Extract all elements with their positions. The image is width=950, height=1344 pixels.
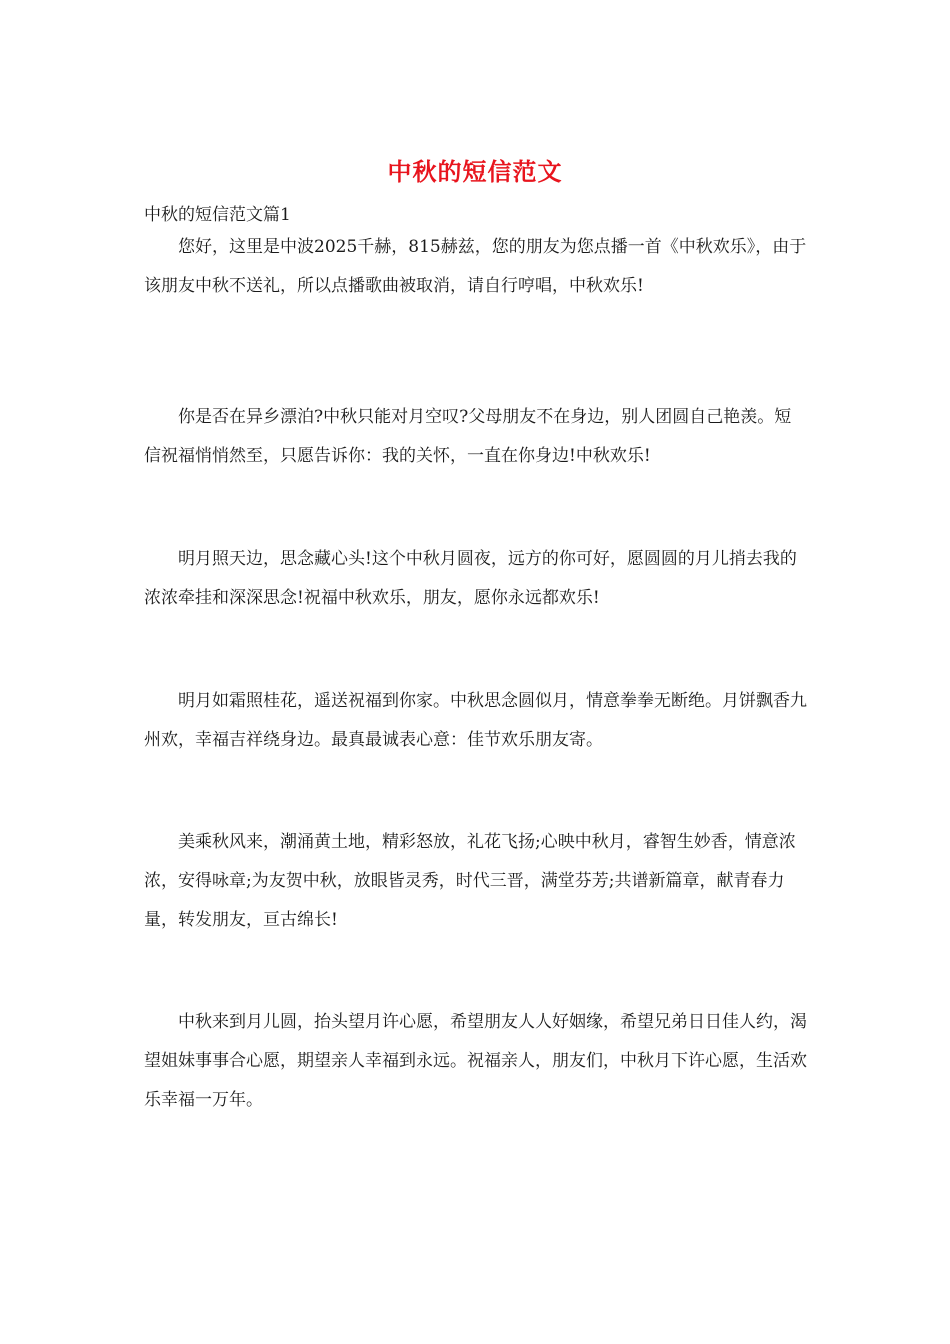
section-heading: 中秋的短信范文篇1 bbox=[144, 205, 291, 225]
document-title: 中秋的短信范文 bbox=[387, 157, 563, 186]
paragraph-3: 明月照天边，思念藏心头!这个中秋月圆夜，远方的你可好，愿圆圆的月儿捎去我的浓浓牵挂和深深思念!祝福中秋欢乐，朋友，愿你永远都欢乐! bbox=[144, 549, 797, 608]
paragraph-6: 中秋来到月儿圆，抬头望月许心愿，希望朋友人人好姻缘，希望兄弟日日佳人约，渴望姐妹事事合心愿，期望亲人幸福到永远。祝福亲人，朋友们，中秋月下许心愿，生活欢乐幸福一万年。 bbox=[144, 1012, 807, 1110]
paragraph-4: 明月如霜照桂花，遥送祝福到你家。中秋思念圆似月，情意拳拳无断绝。月饼飘香九州欢，幸福吉祥绕身边。最真最诚表心意：佳节欢乐朋友寄。 bbox=[144, 691, 807, 750]
paragraph-5: 美乘秋风来，潮涌黄土地，精彩怒放，礼花飞扬;心映中秋月，睿智生妙香，情意浓浓，安得咏章;为友贺中秋，放眼皆灵秀，时代三晋，满堂芬芳;共谱新篇章，献青春力量，转发朋友，亘古绵长! bbox=[144, 832, 796, 930]
paragraph-1: 您好，这里是中波2025千赫，815赫兹，您的朋友为您点播一首《中秋欢乐》，由于该朋友中秋不送礼，所以点播歌曲被取消，请自行哼唱，中秋欢乐! bbox=[144, 237, 807, 296]
paragraph-2: 你是否在异乡漂泊?中秋只能对月空叹?父母朋友不在身边，别人团圆自己艳羡。短信祝福悄悄然至，只愿告诉你：我的关怀，一直在你身边!中秋欢乐! bbox=[144, 407, 792, 466]
